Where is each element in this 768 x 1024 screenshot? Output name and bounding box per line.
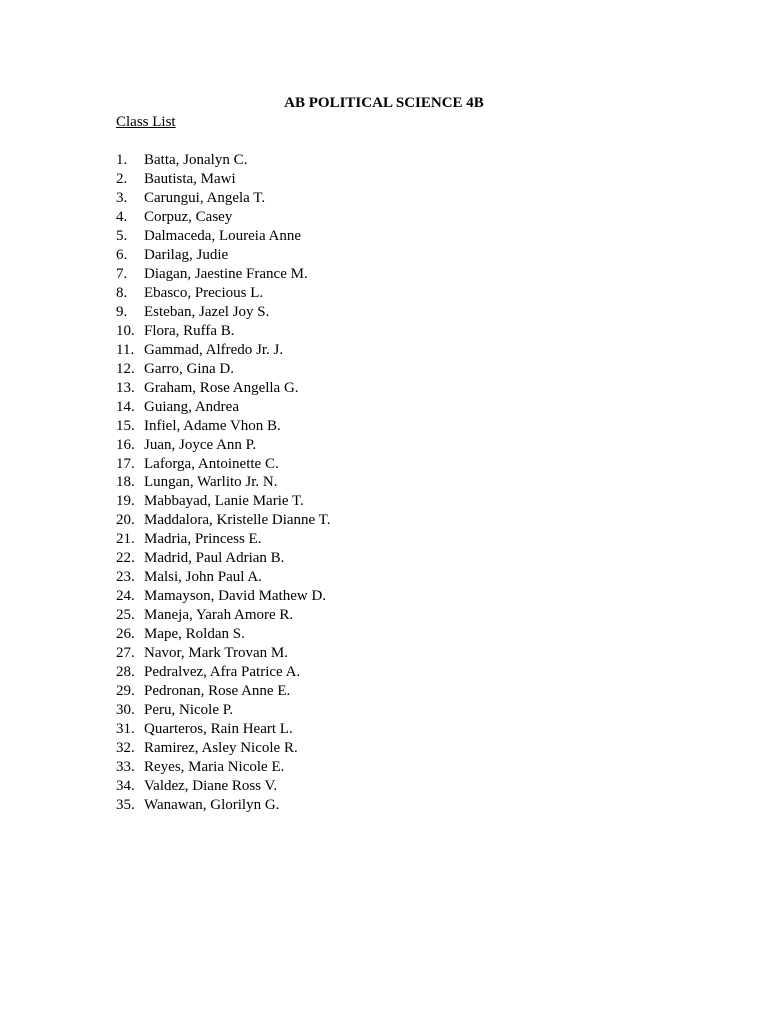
student-list-item <box>116 644 330 663</box>
student-number: 8. <box>116 284 128 301</box>
student-name: Navor, Mark Trovan M. <box>144 645 288 662</box>
student-list-item <box>116 758 330 777</box>
student-number: 33. <box>116 759 135 775</box>
student-name: Madria, Princess E. <box>144 531 262 548</box>
student-name: Juan, Joyce Ann P. <box>144 436 257 453</box>
student-list-item <box>116 511 330 530</box>
student-number: 28. <box>116 664 135 681</box>
student-list-item <box>116 606 330 625</box>
student-number: 13. <box>116 379 135 396</box>
student-number: 4. <box>116 208 128 225</box>
student-number: 29. <box>116 683 135 700</box>
student-list-item <box>116 568 330 587</box>
student-name: Guiang, Andrea <box>144 398 239 415</box>
student-name: Graham, Rose Angella G. <box>144 379 299 396</box>
student-number: 30. <box>116 702 135 719</box>
student-number: 26. <box>116 626 135 643</box>
student-list <box>116 151 330 815</box>
student-name: Mamayson, David Mathew D. <box>144 588 327 605</box>
student-number: 16. <box>116 436 135 453</box>
student-name: Batta, Jonalyn C. <box>144 152 248 168</box>
student-number: 27. <box>116 645 135 662</box>
student-list-item <box>116 492 330 511</box>
student-name: Pedronan, Rose Anne E. <box>144 683 291 700</box>
student-list-item <box>116 625 330 644</box>
student-name: Darilag, Judie <box>144 246 229 263</box>
student-name: Garro, Gina D. <box>144 360 234 377</box>
student-list-item <box>116 360 330 379</box>
student-name: Laforga, Antoinette C. <box>144 455 279 472</box>
student-name: Wanawan, Glorilyn G. <box>144 796 280 813</box>
student-name: Dalmaceda, Loureia Anne <box>144 227 302 244</box>
student-name: Esteban, Jazel Joy S. <box>144 303 270 320</box>
student-list-item <box>116 682 330 701</box>
student-number: 10. <box>116 322 135 339</box>
student-list-item <box>116 549 330 568</box>
student-number: 34. <box>116 777 135 794</box>
student-name: Corpuz, Casey <box>144 208 233 225</box>
student-list-item <box>116 417 330 436</box>
student-number: 15. <box>116 417 135 434</box>
student-name: Valdez, Diane Ross V. <box>144 777 278 794</box>
student-name: Mabbayad, Lanie Marie T. <box>144 493 304 510</box>
student-name: Malsi, John Paul A. <box>144 569 262 586</box>
student-name: Flora, Ruffa B. <box>144 322 235 339</box>
document-subtitle: Class List <box>116 114 176 130</box>
student-number: 17. <box>116 455 135 472</box>
student-number: 14. <box>116 398 135 415</box>
student-number: 32. <box>116 740 135 757</box>
student-list-item <box>116 739 330 758</box>
student-number: 6. <box>116 246 128 263</box>
student-list-item <box>116 170 330 189</box>
student-number: 18. <box>116 474 135 491</box>
student-list-item <box>116 796 330 815</box>
student-name: Infiel, Adame Vhon B. <box>144 417 281 434</box>
student-number: 12. <box>116 360 135 377</box>
student-name: Madrid, Paul Adrian B. <box>144 550 285 567</box>
student-name: Maddalora, Kristelle Dianne T. <box>144 512 331 529</box>
student-number: 7. <box>116 265 128 282</box>
student-name: Mape, Roldan S. <box>144 626 245 643</box>
student-number: 9. <box>116 303 128 320</box>
student-name: Ebasco, Precious L. <box>144 284 264 301</box>
student-name: Peru, Nicole P. <box>144 702 234 719</box>
student-number: 20. <box>116 512 135 529</box>
student-list-item <box>116 777 330 796</box>
student-list-item <box>116 663 330 682</box>
student-list-item <box>116 379 330 398</box>
student-list-item <box>116 436 330 455</box>
document-title: AB POLITICAL SCIENCE 4B <box>284 95 484 111</box>
student-number: 3. <box>116 189 128 206</box>
student-name: Maneja, Yarah Amore R. <box>144 607 294 624</box>
student-list-item <box>116 227 330 246</box>
student-number: 31. <box>116 721 135 738</box>
student-name: Diagan, Jaestine France M. <box>144 265 308 282</box>
student-list-item <box>116 720 330 739</box>
student-number: 25. <box>116 607 135 624</box>
student-list-item <box>116 303 330 322</box>
student-number: 24. <box>116 588 135 605</box>
student-list-item <box>116 587 330 606</box>
student-number: 19. <box>116 493 135 510</box>
student-number: 1. <box>116 152 128 168</box>
student-list-item <box>116 151 330 170</box>
student-number: 35. <box>116 796 135 813</box>
student-name: Bautista, Mawi <box>144 170 236 187</box>
student-list-item <box>116 246 330 265</box>
student-number: 11. <box>116 341 135 358</box>
student-list-item <box>116 208 330 227</box>
student-number: 23. <box>116 569 135 586</box>
student-number: 2. <box>116 170 128 187</box>
student-name: Quarteros, Rain Heart L. <box>144 721 293 738</box>
student-name: Lungan, Warlito Jr. N. <box>144 474 278 491</box>
student-list-item <box>116 530 330 549</box>
student-name: Carungui, Angela T. <box>144 189 266 206</box>
student-list-item <box>116 265 330 284</box>
student-list-item <box>116 341 330 360</box>
student-name: Reyes, Maria Nicole E. <box>144 759 285 775</box>
student-list-item <box>116 398 330 417</box>
student-number: 22. <box>116 550 135 567</box>
student-list-item <box>116 322 330 341</box>
student-list-item <box>116 473 330 492</box>
student-list-item <box>116 284 330 303</box>
student-name: Pedralvez, Afra Patrice A. <box>144 664 301 681</box>
student-number: 21. <box>116 531 135 548</box>
student-number: 5. <box>116 227 128 244</box>
student-name: Ramirez, Asley Nicole R. <box>144 740 298 757</box>
student-list-item <box>116 701 330 720</box>
student-list-item <box>116 189 330 208</box>
student-list-item <box>116 455 330 474</box>
student-name: Gammad, Alfredo Jr. J. <box>144 341 284 358</box>
